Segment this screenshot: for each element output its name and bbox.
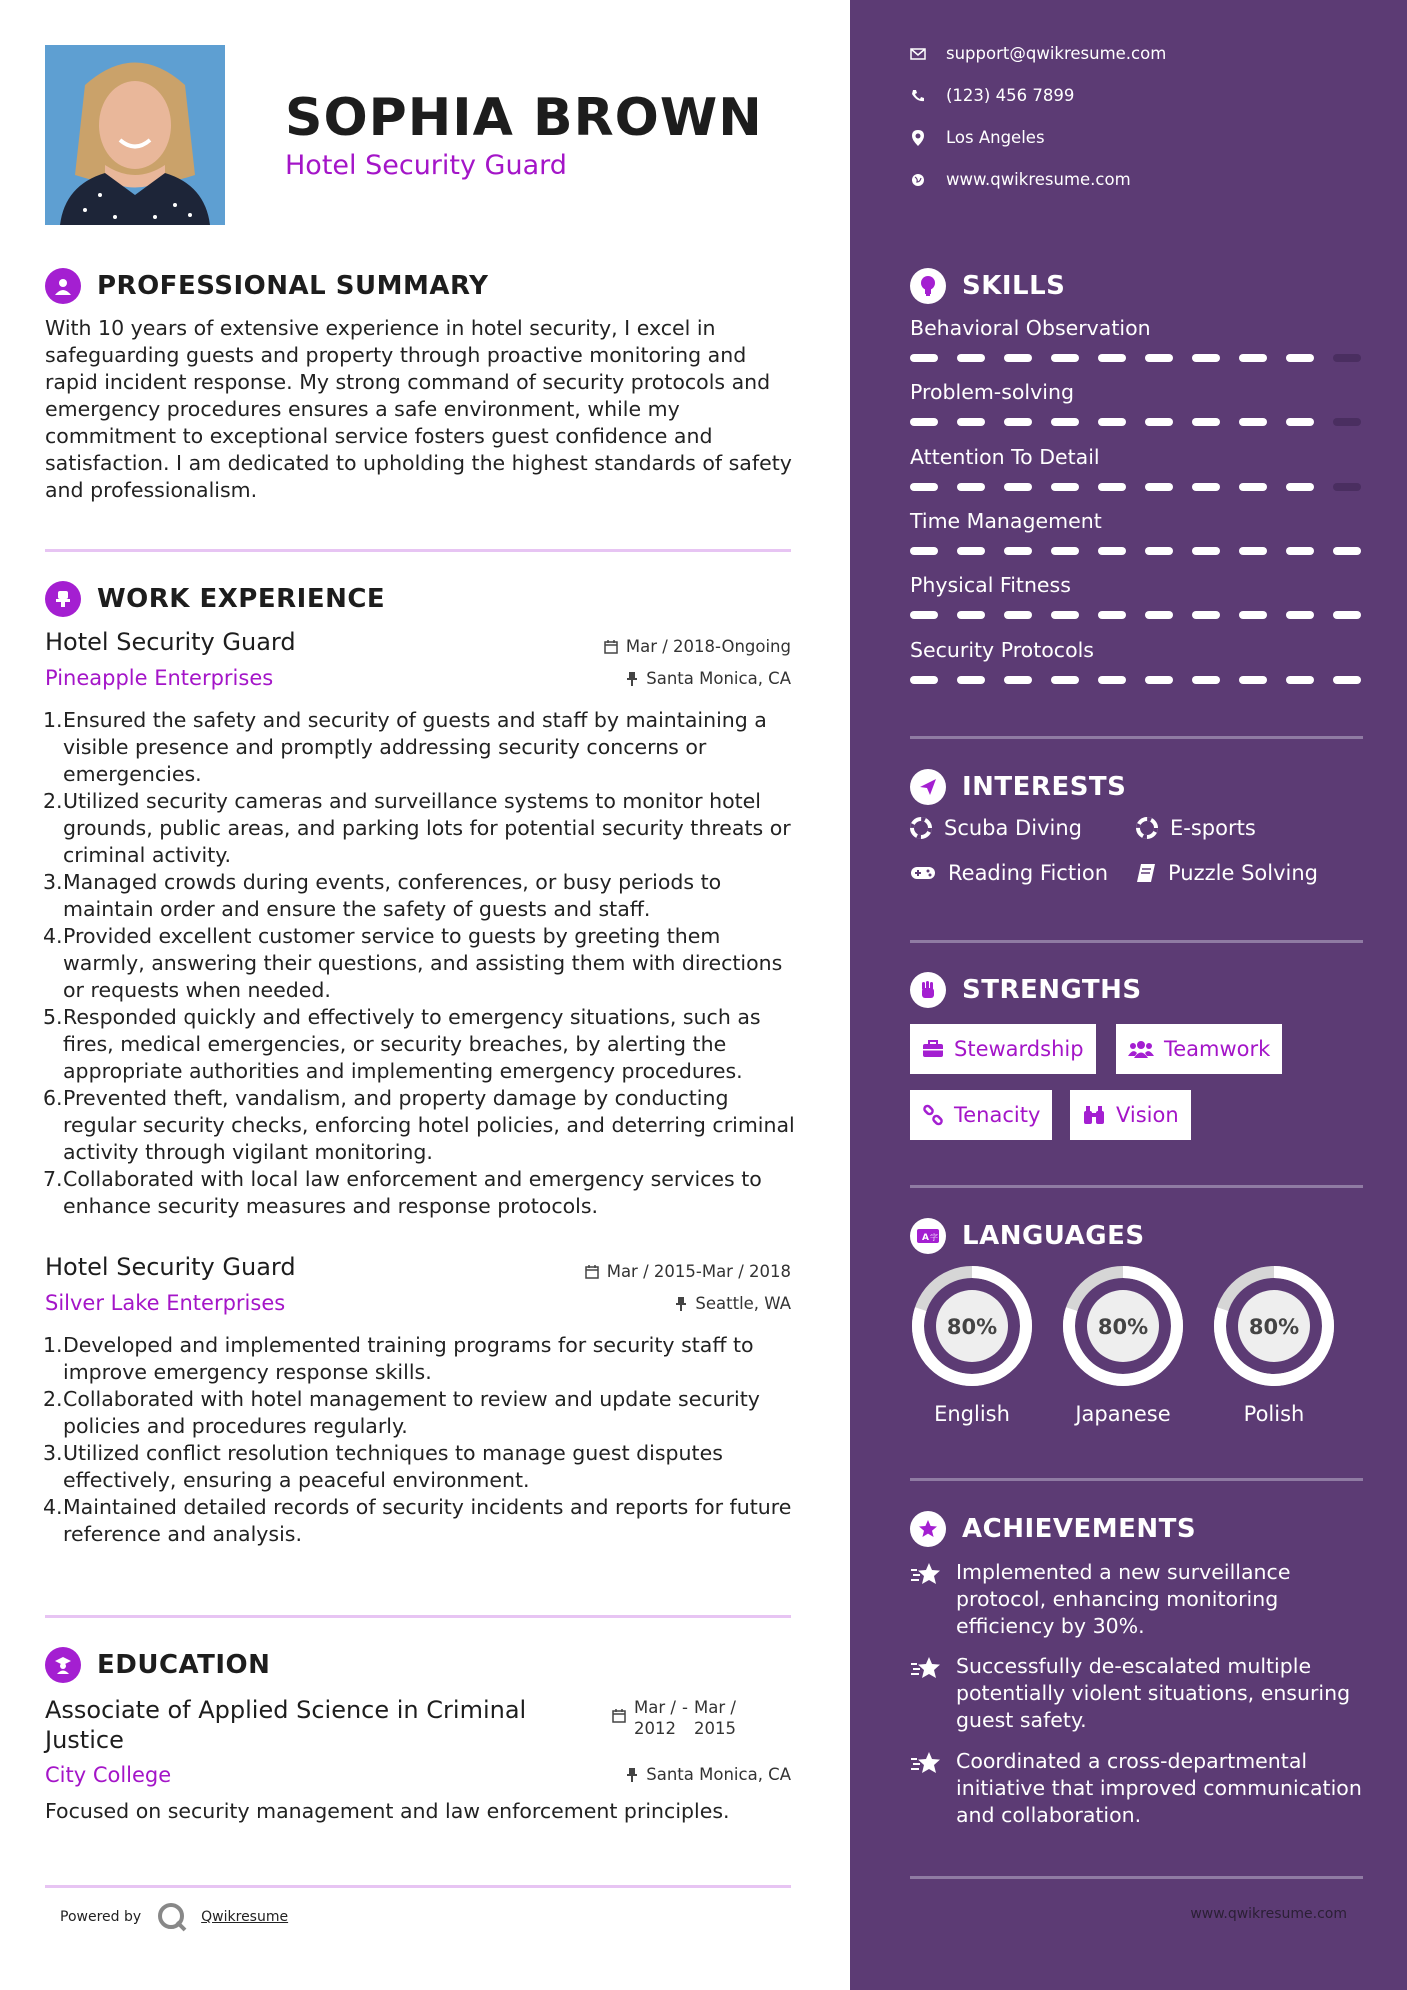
skill-level-dash [1051, 611, 1079, 619]
skill-name: Behavioral Observation [910, 316, 1151, 340]
skill-level-dash [1333, 418, 1361, 426]
graduate-icon [45, 1647, 81, 1683]
calendar-icon [612, 1709, 626, 1723]
skill-level-dash [1239, 418, 1267, 426]
list-item: 1. Ensured the safety and security of guests and staff by maintaining a visible presence and promptly addressing security concerns or emergencies. [43, 708, 767, 786]
fist-icon [910, 972, 946, 1008]
calendar-icon [604, 640, 618, 654]
achievements-heading: ACHIEVEMENTS [910, 1511, 1196, 1547]
interest-item: Reading Fiction [910, 861, 1108, 885]
location-pin-icon [910, 130, 926, 146]
link-icon [922, 1104, 944, 1126]
skill-name: Problem-solving [910, 380, 1074, 404]
list-item: 2. Utilized security cameras and surveillance systems to monitor hotel grounds, public areas, and parking lots for potential security threats or criminal activity. [43, 789, 791, 867]
strength-chip: Vision [1070, 1090, 1191, 1140]
degree-title: Associate of Applied Science in Criminal Justice [45, 1696, 527, 1754]
job-dates: Mar / 2018-Ongoing [604, 637, 791, 656]
list-item: 1. Developed and implemented training programs for security staff to improve emergency response skills. [43, 1333, 754, 1384]
language-item [1061, 1264, 1185, 1426]
section-divider [45, 1615, 791, 1618]
skill-level-dash [1051, 483, 1079, 491]
language-percent: 80% [1097, 1315, 1149, 1339]
skill-level-dash [1051, 354, 1079, 362]
skill-level-dash [1098, 354, 1126, 362]
skill-level-dash [1192, 676, 1220, 684]
list-item: 3. Utilized conflict resolution techniques to manage guest disputes effectively, ensuring a peaceful environment. [43, 1441, 723, 1492]
job-bullets [45, 1332, 795, 1548]
job-company: Pineapple Enterprises [45, 666, 274, 690]
skill-meter [910, 483, 1380, 491]
achievement-item: Successfully de-escalated multiple potentially violent situations, ensuring guest safety. [910, 1653, 1363, 1734]
skill-level-dash [1192, 611, 1220, 619]
experience-heading: WORK EXPERIENCE [45, 581, 385, 617]
book-icon [1136, 863, 1156, 883]
job-title: Hotel Security Guard [45, 1253, 296, 1281]
section-divider [45, 549, 791, 552]
section-divider [910, 1876, 1363, 1879]
contact-location: Los Angeles [910, 128, 1045, 147]
skill-meter [910, 676, 1380, 684]
list-item: 3. Managed crowds during events, conferences, or busy periods to maintain order and ensure the safety of guests and staff. [43, 870, 722, 921]
skill-level-dash [1333, 483, 1361, 491]
skill-level-dash [1239, 354, 1267, 362]
skill-level-dash [957, 483, 985, 491]
job-dates: Mar / 2015-Mar / 2018 [585, 1262, 791, 1281]
skill-level-dash [1004, 354, 1032, 362]
skill-name: Security Protocols [910, 638, 1094, 662]
skill-level-dash [1239, 676, 1267, 684]
svg-text:A: A [922, 1233, 929, 1243]
skill-level-dash [1145, 611, 1173, 619]
school-name: City College [45, 1763, 172, 1787]
job-location: Seattle, WA [675, 1294, 791, 1313]
footer-website[interactable]: www.qwikresume.com [1190, 1906, 1347, 1922]
skill-level-dash [1051, 418, 1079, 426]
skill-level-dash [1098, 418, 1126, 426]
skill-level-dash [1145, 483, 1173, 491]
globe-icon [910, 173, 926, 187]
skill-name: Attention To Detail [910, 445, 1100, 469]
skill-level-dash [1004, 483, 1032, 491]
interest-item: Scuba Diving [910, 816, 1082, 840]
skill-level-dash [957, 611, 985, 619]
star-icon [910, 1655, 946, 1734]
skill-level-dash [1098, 676, 1126, 684]
paper-plane-icon [910, 769, 946, 805]
skill-meter [910, 418, 1380, 426]
skill-level-dash [910, 354, 938, 362]
achievement-item: Implemented a new surveillance protocol, enhancing monitoring efficiency by 30%. [910, 1559, 1363, 1640]
skill-level-dash [1192, 547, 1220, 555]
skill-level-dash [910, 483, 938, 491]
language-name: English [934, 1402, 1010, 1426]
skill-level-dash [1145, 547, 1173, 555]
education-location: Santa Monica, CA [626, 1765, 791, 1784]
user-icon [45, 268, 81, 304]
contact-website[interactable]: www.qwikresume.com [910, 170, 1131, 189]
skill-meter [910, 611, 1380, 619]
skill-level-dash [1145, 354, 1173, 362]
skill-level-dash [1051, 676, 1079, 684]
skill-level-dash [1004, 418, 1032, 426]
section-divider [910, 940, 1363, 943]
star-icon [910, 1750, 946, 1829]
skill-level-dash [1051, 547, 1079, 555]
qwikresume-logo-icon [155, 1900, 189, 1934]
strengths-heading: STRENGTHS [910, 972, 1142, 1008]
skill-level-dash [1192, 354, 1220, 362]
skill-level-dash [1004, 611, 1032, 619]
summary-heading: PROFESSIONAL SUMMARY [45, 268, 488, 304]
skill-level-dash [957, 354, 985, 362]
list-item: 7. Collaborated with local law enforcement and emergency services to enhance security measures and response protocols. [43, 1167, 762, 1218]
skill-level-dash [1098, 547, 1126, 555]
calendar-icon [585, 1265, 599, 1279]
section-divider [45, 1885, 791, 1888]
skill-level-dash [910, 547, 938, 555]
language-progress-ring [1212, 1264, 1336, 1388]
skill-level-dash [1333, 547, 1361, 555]
language-name: Japanese [1075, 1402, 1171, 1426]
language-item [1212, 1264, 1336, 1426]
skill-level-dash [1286, 611, 1314, 619]
svg-text:字: 字 [930, 1233, 938, 1242]
skill-level-dash [1098, 483, 1126, 491]
skill-level-dash [1239, 547, 1267, 555]
skill-level-dash [1286, 354, 1314, 362]
skill-level-dash [1145, 676, 1173, 684]
education-description: Focused on security management and law enforcement principles. [45, 1799, 730, 1823]
skill-level-dash [910, 676, 938, 684]
lightbulb-icon [910, 268, 946, 304]
skill-level-dash [957, 676, 985, 684]
translate-icon [910, 1218, 946, 1254]
contact-email[interactable]: support@qwikresume.com [910, 44, 1166, 63]
briefcase-icon [922, 1040, 944, 1058]
list-item: 2. Collaborated with hotel management to review and update security policies and procedures regularly. [43, 1387, 760, 1438]
star-badge-icon [910, 1511, 946, 1547]
skill-level-dash [1333, 676, 1361, 684]
job-company: Silver Lake Enterprises [45, 1291, 286, 1315]
powered-by: Powered by Qwikresume [60, 1900, 288, 1934]
skill-level-dash [1004, 676, 1032, 684]
interest-item: E-sports [1136, 816, 1256, 840]
qwikresume-link[interactable]: Qwikresume [201, 1909, 289, 1925]
skill-level-dash [910, 418, 938, 426]
language-progress-ring [1061, 1264, 1185, 1388]
profile-photo [45, 45, 225, 225]
skill-name: Time Management [910, 509, 1102, 533]
list-item: 6. Prevented theft, vandalism, and property damage by conducting regular security checks, enforcing hotel policies, and deterring criminal activity through vigilant monitoring. [43, 1086, 795, 1164]
skill-level-dash [910, 611, 938, 619]
skills-heading: SKILLS [910, 268, 1065, 304]
lifebuoy-icon [1136, 817, 1158, 839]
summary-text: With 10 years of extensive experience in hotel security, I excel in safeguarding guests and property through proactive monitoring and rapid incident response. My strong command of security protocols and emergency procedures ensures a safe environment, while my commitment to exceptional service fosters guest confidence and satisfaction. I am dedicated to upholding the highest standards of safety and professionalism. [45, 316, 792, 502]
skill-level-dash [1239, 483, 1267, 491]
education-dates: Mar / 2012 - Mar / 2015 [612, 1697, 736, 1739]
strength-chip: Tenacity [910, 1090, 1052, 1140]
podium-icon [45, 581, 81, 617]
pin-icon [626, 1768, 638, 1782]
gamepad-icon [910, 865, 936, 881]
section-divider [910, 1478, 1363, 1481]
skill-level-dash [1286, 676, 1314, 684]
strength-chip: Stewardship [910, 1024, 1096, 1074]
job-title: Hotel Security Guard [45, 628, 296, 656]
interests-heading: INTERESTS [910, 769, 1126, 805]
list-item: 4. Maintained detailed records of security incidents and reports for future reference and analysis. [43, 1495, 792, 1546]
candidate-title: Hotel Security Guard [285, 150, 567, 181]
skill-level-dash [957, 547, 985, 555]
candidate-name: SOPHIA BROWN [285, 88, 763, 148]
skill-level-dash [1098, 611, 1126, 619]
strength-chip: Teamwork [1116, 1024, 1282, 1074]
phone-icon [910, 89, 926, 103]
skill-level-dash [1145, 418, 1173, 426]
interest-item: Puzzle Solving [1136, 861, 1318, 885]
pin-icon [626, 672, 638, 686]
skill-level-dash [1192, 483, 1220, 491]
languages-heading: A 字 LANGUAGES [910, 1218, 1145, 1254]
education-heading: EDUCATION [45, 1647, 270, 1683]
job-location: Santa Monica, CA [626, 669, 791, 688]
skill-level-dash [1286, 483, 1314, 491]
language-progress-ring [910, 1264, 1034, 1388]
email-icon [910, 48, 926, 60]
star-icon [910, 1561, 946, 1640]
sidebar [850, 0, 1407, 1990]
skill-level-dash [1192, 418, 1220, 426]
section-divider [910, 736, 1363, 739]
language-item [910, 1264, 1034, 1426]
skill-level-dash [1333, 354, 1361, 362]
contact-phone[interactable]: (123) 456 7899 [910, 86, 1074, 105]
lifebuoy-icon [910, 817, 932, 839]
skill-meter [910, 354, 1380, 362]
skill-level-dash [1333, 611, 1361, 619]
section-divider [910, 1185, 1363, 1188]
skill-level-dash [1286, 418, 1314, 426]
job-bullets [45, 707, 795, 1220]
pin-icon [675, 1297, 687, 1311]
list-item: 4. Provided excellent customer service to guests by greeting them warmly, answering their questions, and assisting them with directions or requests when needed. [43, 924, 783, 1002]
skill-meter [910, 547, 1380, 555]
list-item: 5. Responded quickly and effectively to emergency situations, such as fires, medical emergencies, or security breaches, by alerting the appropriate authorities and implementing emergency procedures. [43, 1005, 761, 1083]
binoculars-icon [1082, 1105, 1106, 1125]
skill-name: Physical Fitness [910, 573, 1071, 597]
users-icon [1128, 1039, 1154, 1059]
language-percent: 80% [1248, 1315, 1300, 1339]
skill-level-dash [957, 418, 985, 426]
skill-level-dash [1239, 611, 1267, 619]
language-percent: 80% [946, 1315, 998, 1339]
language-name: Polish [1243, 1402, 1305, 1426]
achievement-item: Coordinated a cross-departmental initiative that improved communication and collaboration. [910, 1748, 1363, 1829]
skill-level-dash [1004, 547, 1032, 555]
skill-level-dash [1286, 547, 1314, 555]
